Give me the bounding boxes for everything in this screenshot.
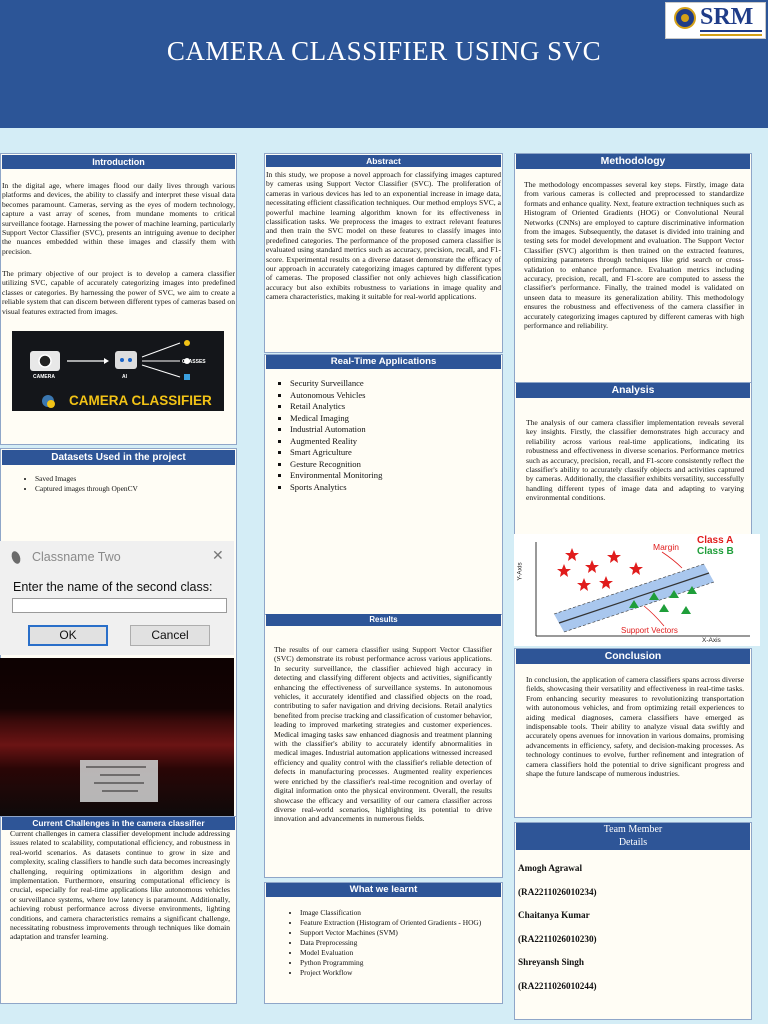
hyperplane xyxy=(559,573,709,623)
margin-pointer xyxy=(662,552,682,568)
poster-title: CAMERA CLASSIFIER USING SVC xyxy=(166,36,602,66)
list-item: • Saved Images xyxy=(35,474,235,484)
applications-heading: Real-Time Applications xyxy=(266,355,501,369)
svm-y-axis-label: Y-Axis xyxy=(516,562,524,581)
team-heading-line-1: Team Member xyxy=(603,824,663,835)
camera-classifier-banner xyxy=(12,331,224,411)
class-dot-3 xyxy=(184,374,190,380)
introduction-paragraph-2: The primary objective of our project is to develop a camera classifier utilizing SVC, capable of accurately categorizing images into predefined classes or categories. By harnessing the power of SVC, we aim to create a reliable system that can discern between different types of cameras based on visual features extracted from images. xyxy=(2,269,235,316)
learnt-list xyxy=(286,908,506,978)
camera-capture-screenshot xyxy=(0,658,234,816)
feather-icon xyxy=(10,550,22,565)
list-item: • Support Vector Machines (SVM) xyxy=(300,928,506,938)
list-item: • Python Programming xyxy=(300,958,506,968)
svm-margin-label: Margin xyxy=(653,542,679,552)
class-a-point xyxy=(585,560,599,573)
list-item: • Data Preprocessing xyxy=(300,938,506,948)
abstract-heading: Abstract xyxy=(266,155,501,167)
analysis-text: The analysis of our camera classifier implementation reveals several key insights. Firstly, the classifier demonstrates high accuracy and reliability across various real-time applications, indicating its robustness and effectiveness in diverse scenarios. Performance metrics such as accuracy, precision, recall, and F1-score consistently reflect the classifier's ability to accurately classify objects and activities captured by cameras. Additionally, the classifier exhibits versatility, successfully handling different types of image data and adapting to varying environmental conditions. xyxy=(526,418,744,503)
abstract-text: In this study, we propose a novel approach for classifying images captured by cameras using Support Vector Classifier (SVC). The proliferation of cameras in various devices has led to an exponential increase in image data, necessitating efficient classification techniques. Our method employs SVC, a powerful machine learning algorithm known for its effectiveness in classification tasks. We preprocess the images to extract relevant features and then train the SVC model on these features to classify images into predefined categories. The performance of the proposed camera classifier is evaluated using standard metrics such as accuracy, precision, recall, and F1-score. Experimental results on a diverse dataset demonstrate the efficacy of our approach in accurately categorizing images captured by different types of cameras. The proposed classifier not only achieves high classification accuracy but also exhibits robustness to variations in image quality and camera characteristics, making it suitable for real-world applications. xyxy=(266,170,501,302)
ok-button[interactable]: OK xyxy=(28,625,108,646)
arrow-ai-classes-1 xyxy=(142,343,180,357)
banner-camera-label: CAMERA xyxy=(33,374,55,380)
arrow-ai-classes-3 xyxy=(142,365,180,377)
member-name: Amogh Agrawal xyxy=(518,863,583,873)
class-a-point xyxy=(557,564,571,577)
list-item: ▪ Retail Analytics xyxy=(290,401,520,413)
team-heading-line-2: Details xyxy=(618,836,648,848)
svm-class-b-label: Class B xyxy=(697,546,734,557)
member-name: Shreyansh Singh xyxy=(518,957,584,967)
introduction-heading: Introduction xyxy=(2,155,235,169)
results-text: The results of our camera classifier using Support Vector Classifier (SVC) demonstrate its robust performance across various applications. In security surveillance, the classifier achieved high accuracy in detecting and classifying different objects and activities, significantly enhancing the effectiveness of surveillance systems. In autonomous vehicles, it accurately identified and classified objects on the road, contributing to safer navigation and driving decisions. Retail analytics benefited from precise tracking and classification of customer behavior, leading to improved marketing strategies and customer experiences. Medical imaging tasks saw enhanced diagnosis and treatment planning with the classifier's ability to accurately identify abnormalities in medical images. Industrial automation applications witnessed increased efficiency and quality control with the classifier's reliable detection of defects in manufacturing processes. Augmented reality experiences were enriched by the classifier's real-time recognition and overlay of digital information onto the physical environment. Overall, the results showcase the efficacy and versatility of our camera classifier across diverse real-world scenarios, highlighting its potential to drive innovation and advancements in numerous fields. xyxy=(274,645,492,824)
challenges-heading: Current Challenges in the camera classifier xyxy=(2,817,235,830)
challenges-text: Current challenges in camera classifier development include addressing issues related to scalability, computational efficiency, and robustness in real-world scenarios. As datasets continue to grow in size and complexity, scaling classifiers to handle such data becomes increasingly challenging, requiring optimizations in algorithm design and implementation. Furthermore, ensuring computational efficiency is crucial, especially for real-time applications like autonomous vehicles or surveillance systems, where low latency is paramount. Additionally, achieving robust performance across diverse environments, lighting conditions, and camera characteristics remains a significant challenge, necessitating robustness improvements through techniques like domain adaptation and transfer learning. xyxy=(10,829,230,942)
methodology-text: The methodology encompasses several key steps. Firstly, image data from various cameras is collected and preprocessed to standardize formats and enhance quality. Next, feature extraction techniques such as Histogram of Oriented Gradients (HOG) or Convolutional Neural Networks (CNNs) are employed to capture discriminative information from the images. Subsequently, the dataset is divided into training and testing sets for model development and evaluation. The Support Vector Classifier (SVC) algorithm is then trained on the extracted features, optimizing parameters through techniques like grid search or cross-validation to enhance performance. Evaluation metrics including accuracy, precision, recall, and F1-score are computed to assess the classifier's performance. Finally, the trained model is validated on unseen data to measure its generalization ability. This methodology ensures the robustness and effectiveness of the camera classifier in accurately categorizing images captured by different cameras with high performance and reliability. xyxy=(524,180,744,331)
member-id: (RA2211026010244) xyxy=(518,981,597,991)
class-b-point xyxy=(681,606,691,614)
class-name-input[interactable] xyxy=(12,598,227,613)
list-item: ▪ Medical Imaging xyxy=(290,413,520,425)
logo-text: SRM xyxy=(700,4,754,30)
srm-logo xyxy=(665,2,766,39)
team-heading xyxy=(516,823,750,850)
class-a-point xyxy=(599,576,613,589)
conclusion-text: In conclusion, the application of camera classifiers spans across diverse fields, showcasing their versatility and effectiveness in real-time tasks. From enhancing security measures to revolutionizing transportation with autonomous vehicles, and from optimizing retail experiences to aiding medical diagnoses, camera classifiers have emerged as indispensable tools. Their ability to analyze visual data swiftly and accurately opens avenues for innovation in various domains, promising advancements in efficiency, safety, and decision-making processes. As technology continues to evolve, further refinement and integration of camera classifiers hold the potential to drive significant progress and shape the future landscape of numerous industries. xyxy=(526,675,744,779)
banner-title: CAMERA CLASSIFIER xyxy=(69,393,212,408)
banner-classes-label: CLASSES xyxy=(182,359,206,365)
list-item: ▪ Security Surveillance xyxy=(290,378,520,390)
classname-dialog-screenshot xyxy=(0,541,234,655)
class-a-points xyxy=(557,548,643,591)
svm-x-axis-label: X-Axis xyxy=(702,637,721,644)
logo-rule xyxy=(700,30,762,32)
logo-rule-accent xyxy=(700,34,762,36)
svm-class-a-label: Class A xyxy=(697,535,734,546)
datasets-heading: Datasets Used in the project xyxy=(2,450,235,465)
list-item: ▪ Autonomous Vehicles xyxy=(290,390,520,402)
list-item: ▪ Smart Agriculture xyxy=(290,447,520,459)
list-item: ▪ Gesture Recognition xyxy=(290,459,520,471)
analysis-heading: Analysis xyxy=(516,383,750,398)
srm-seal-icon xyxy=(674,7,696,29)
class-b-point xyxy=(659,604,669,612)
class-a-point xyxy=(577,578,591,591)
camera-lens-icon xyxy=(39,355,51,367)
close-icon[interactable]: ✕ xyxy=(212,547,224,563)
methodology-heading: Methodology xyxy=(516,154,750,169)
list-item: ▪ Industrial Automation xyxy=(290,424,520,436)
list-item: • Model Evaluation xyxy=(300,948,506,958)
applications-list xyxy=(264,378,520,493)
list-item: ▪ Sports Analytics xyxy=(290,482,520,494)
list-item: ▪ Augmented Reality xyxy=(290,436,520,448)
class-a-point xyxy=(565,548,579,561)
learnt-heading: What we learnt xyxy=(266,883,501,897)
list-item: • Project Workflow xyxy=(300,968,506,978)
introduction-paragraph-1: In the digital age, where images flood our daily lives through various platforms and devices, the ability to classify and interpret these visual data becomes paramount. Cameras, serving as the eyes of modern technology, capture a vast array of scenes, from mundane moments to critical surveillance footage. Harnessing the power of machine learning, particularly Support Vector Classifier (SVC), presents an intriguing avenue to decipher the nuances embedded within these images and classify them with precision. xyxy=(2,181,235,256)
list-item: • Feature Extraction (Histogram of Oriented Gradients - HOG) xyxy=(300,918,506,928)
dialog-title: Classname Two xyxy=(32,550,121,564)
member-id: (RA2211026010234) xyxy=(518,887,597,897)
list-item: • Captured images through OpenCV xyxy=(35,484,235,494)
list-item: ▪ Environmental Monitoring xyxy=(290,470,520,482)
ai-robot-icon xyxy=(115,351,137,369)
class-a-point xyxy=(629,562,643,575)
banner-ai-label: AI xyxy=(122,374,127,380)
class-a-point xyxy=(607,550,621,563)
list-item: • Image Classification xyxy=(300,908,506,918)
member-name: Chaitanya Kumar xyxy=(518,910,590,920)
class-dot-1 xyxy=(184,340,190,346)
dialog-prompt: Enter the name of the second class: xyxy=(13,580,213,594)
member-id: (RA2211026010230) xyxy=(518,934,597,944)
conclusion-heading: Conclusion xyxy=(516,649,750,664)
cancel-button[interactable]: Cancel xyxy=(130,625,210,646)
svm-support-vectors-label: Support Vectors xyxy=(621,626,678,635)
results-heading: Results xyxy=(266,614,501,626)
capture-overlay-window xyxy=(80,760,158,802)
datasets-list xyxy=(21,474,235,494)
